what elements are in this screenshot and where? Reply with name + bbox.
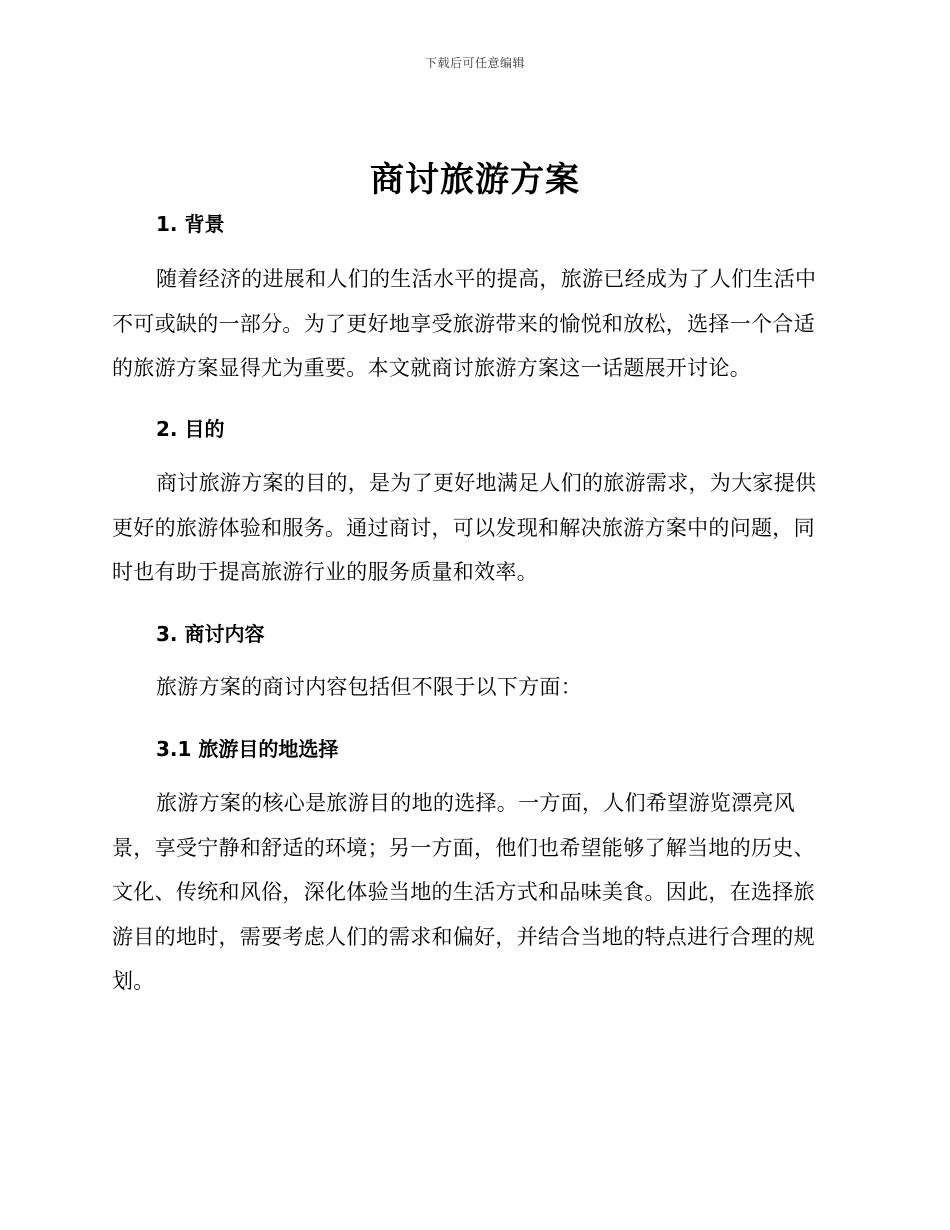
section-heading-content: 3. 商讨内容 bbox=[156, 622, 265, 646]
section-paragraph-content: 旅游方案的商讨内容包括但不限于以下方面： bbox=[156, 675, 582, 699]
document-title: 商讨旅游方案 bbox=[370, 160, 580, 200]
section-paragraph-purpose: 商讨旅游方案的目的，是为了更好地满足人们的旅游需求，为大家提供更好的旅游体验和服务。通过商讨，可以发现和解决旅游方案中的问题，同时也有助于提高旅游行业的服务质量和效率。 bbox=[112, 471, 817, 584]
page-header-note: 下载后可任意编辑 bbox=[424, 56, 525, 70]
section-heading-destination: 3.1 旅游目的地选择 bbox=[156, 737, 339, 761]
section-paragraph-destination: 旅游方案的核心是旅游目的地的选择。一方面，人们希望游览漂亮风景，享受宁静和舒适的环境；另一方面，他们也希望能够了解当地的历史、文化、传统和风俗，深化体验当地的生活方式和品味美食。因此，在选择旅游目的地时，需要考虑人们的需求和偏好，并结合当地的特点进行合理的规划。 bbox=[112, 791, 815, 993]
section-heading-purpose: 2. 目的 bbox=[156, 417, 225, 441]
section-heading-background: 1. 背景 bbox=[156, 212, 225, 236]
section-paragraph-background: 随着经济的进展和人们的生活水平的提高，旅游已经成为了人们生活中不可或缺的一部分。为了更好地享受旅游带来的愉悦和放松，选择一个合适的旅游方案显得尤为重要。本文就商讨旅游方案这一话题展开讨论。 bbox=[112, 267, 817, 380]
